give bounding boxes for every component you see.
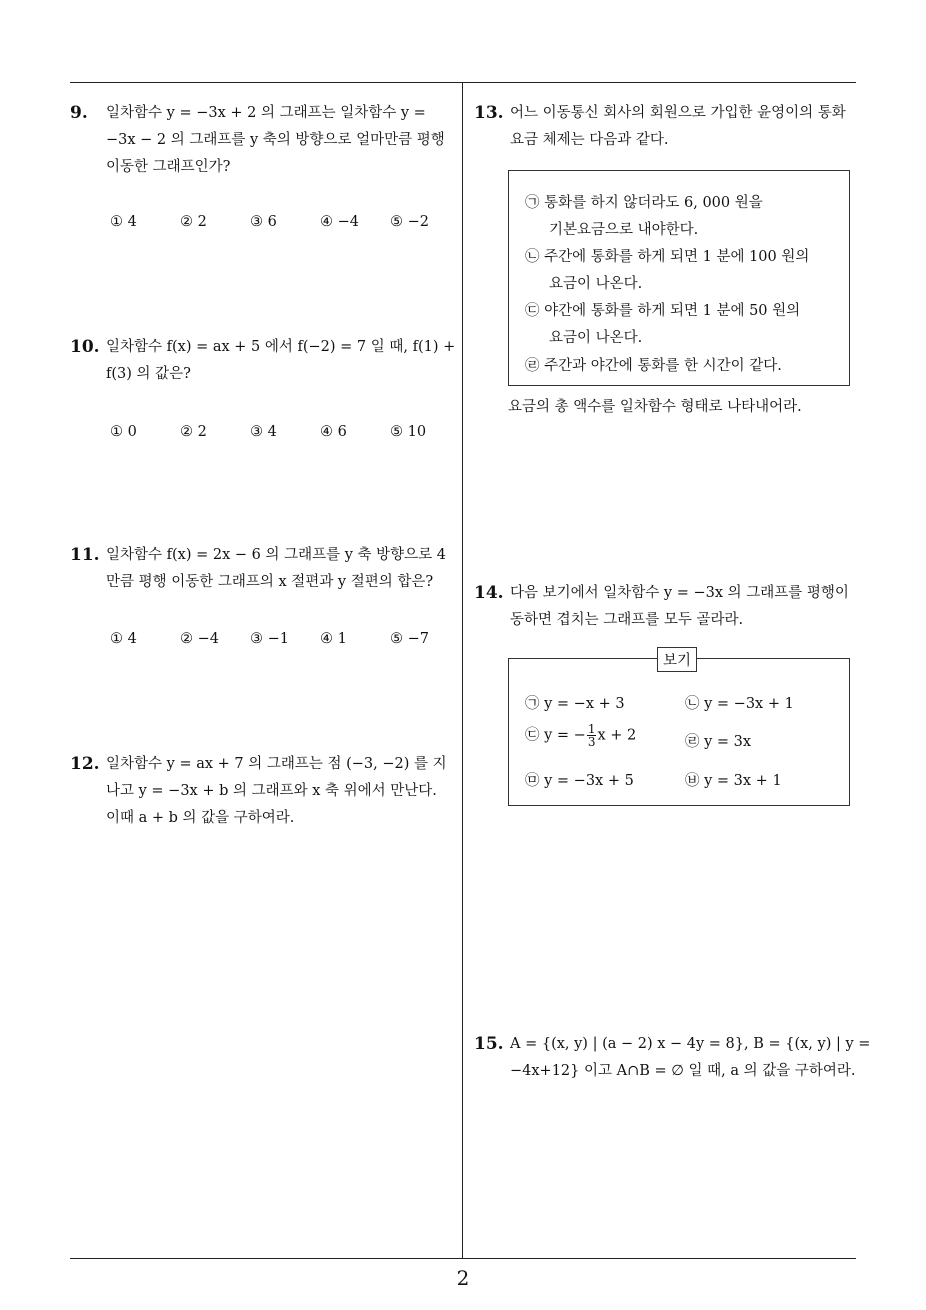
page-number: 2: [456, 1266, 470, 1290]
question-11: [70, 542, 456, 596]
question-text-line: 이동한 그래프인가?: [106, 159, 231, 175]
choice-4[interactable]: ④ 1: [320, 631, 347, 647]
bottom-rule: [70, 1258, 856, 1259]
question-text-line: 일차함수 f(x) = ax + 5 에서 f(−2) = 7 일 때, f(1) +: [106, 339, 456, 355]
condition-line: ㉣ 주간과 야간에 통화를 한 시간이 같다.: [525, 358, 782, 374]
condition-line: 요금이 나온다.: [549, 276, 643, 292]
choice-2[interactable]: ② −4: [180, 631, 219, 647]
question-text-line: 다음 보기에서 일차함수 y = −3x 의 그래프를 평행이: [510, 585, 849, 601]
question-number: 15.: [474, 1034, 504, 1054]
question-number: 10.: [70, 337, 100, 357]
condition-line: 요금이 나온다.: [549, 330, 643, 346]
question-number: 14.: [474, 583, 504, 603]
column-divider: [462, 82, 463, 1258]
question-12: [70, 751, 456, 832]
question-number: 13.: [474, 103, 504, 123]
question-number: 11.: [70, 545, 100, 565]
question-text-line: 일차함수 y = ax + 7 의 그래프는 점 (−3, −2) 를 지: [106, 756, 447, 772]
question-text-line: −4x+12} 이고 A∩B = ∅ 일 때, a 의 값을 구하여라.: [510, 1063, 856, 1079]
choice-1[interactable]: ① 0: [110, 424, 137, 440]
example-item: ㉠ y = −x + 3: [525, 696, 625, 712]
question-text-line: 만큼 평행 이동한 그래프의 x 절편과 y 절편의 합은?: [106, 574, 434, 590]
choice-4[interactable]: ④ 6: [320, 424, 347, 440]
question-9: [70, 100, 456, 181]
choices-10: [110, 424, 460, 440]
question-number: 9.: [70, 103, 88, 123]
condition-line: ㉠ 통화를 하지 않더라도 6, 000 원을: [525, 195, 763, 211]
condition-line: 기본요금으로 내야한다.: [549, 222, 699, 238]
top-rule: [70, 82, 856, 83]
choice-5[interactable]: ⑤ −2: [390, 214, 429, 230]
question-text-line: A = {(x, y) | (a − 2) x − 4y = 8}, B = {(x, y) | y =: [510, 1036, 871, 1052]
question-13-after: [508, 394, 858, 421]
condition-box: [508, 170, 850, 386]
example-item: ㉡ y = −3x + 1: [685, 696, 794, 712]
choice-2[interactable]: ② 2: [180, 424, 207, 440]
example-item: ㉥ y = 3x + 1: [685, 773, 782, 789]
choices-9: [110, 214, 460, 230]
example-item: ㉣ y = 3x: [685, 734, 752, 750]
question-text-line: f(3) 의 값은?: [106, 366, 191, 382]
choice-3[interactable]: ③ −1: [250, 631, 289, 647]
question-text-line: 이때 a + b 의 값을 구하여라.: [106, 810, 295, 826]
question-text-line: 요금의 총 액수를 일차함수 형태로 나타내어라.: [508, 399, 802, 415]
question-number: 12.: [70, 754, 100, 774]
choice-1[interactable]: ① 4: [110, 631, 137, 647]
choice-3[interactable]: ③ 4: [250, 424, 277, 440]
choice-2[interactable]: ② 2: [180, 214, 207, 230]
example-box-title: 보기: [657, 647, 697, 672]
question-13: [474, 100, 860, 154]
question-15: [474, 1031, 871, 1085]
choice-5[interactable]: ⑤ −7: [390, 631, 429, 647]
choice-4[interactable]: ④ −4: [320, 214, 359, 230]
choice-3[interactable]: ③ 6: [250, 214, 277, 230]
question-14: [474, 580, 860, 634]
question-text-line: −3x − 2 의 그래프를 y 축의 방향으로 얼마만큼 평행: [106, 132, 445, 148]
condition-line: ㉢ 야간에 통화를 하게 되면 1 분에 50 원의: [525, 303, 801, 319]
question-text-line: 요금 체제는 다음과 같다.: [510, 132, 669, 148]
example-item: ㉤ y = −3x + 5: [525, 773, 634, 789]
example-item: ㉢ y = − $\frac{1}{3}$ x + 2: [525, 722, 637, 749]
question-text-line: 동하면 겹치는 그래프를 모두 골라라.: [510, 612, 744, 628]
example-box: [508, 658, 850, 806]
question-text-line: 일차함수 y = −3x + 2 의 그래프는 일차함수 y =: [106, 105, 426, 121]
choices-11: [110, 631, 460, 647]
question-10: [70, 334, 456, 388]
choice-1[interactable]: ① 4: [110, 214, 137, 230]
question-text-line: 일차함수 f(x) = 2x − 6 의 그래프를 y 축 방향으로 4: [106, 547, 446, 563]
fraction: $\frac{1}{3}$: [587, 722, 596, 749]
choice-5[interactable]: ⑤ 10: [390, 424, 427, 440]
question-text-line: 어느 이동통신 회사의 회원으로 가입한 윤영이의 통화: [510, 105, 846, 121]
condition-line: ㉡ 주간에 통화를 하게 되면 1 분에 100 원의: [525, 249, 810, 265]
question-text-line: 나고 y = −3x + b 의 그래프와 x 축 위에서 만난다.: [106, 783, 437, 799]
